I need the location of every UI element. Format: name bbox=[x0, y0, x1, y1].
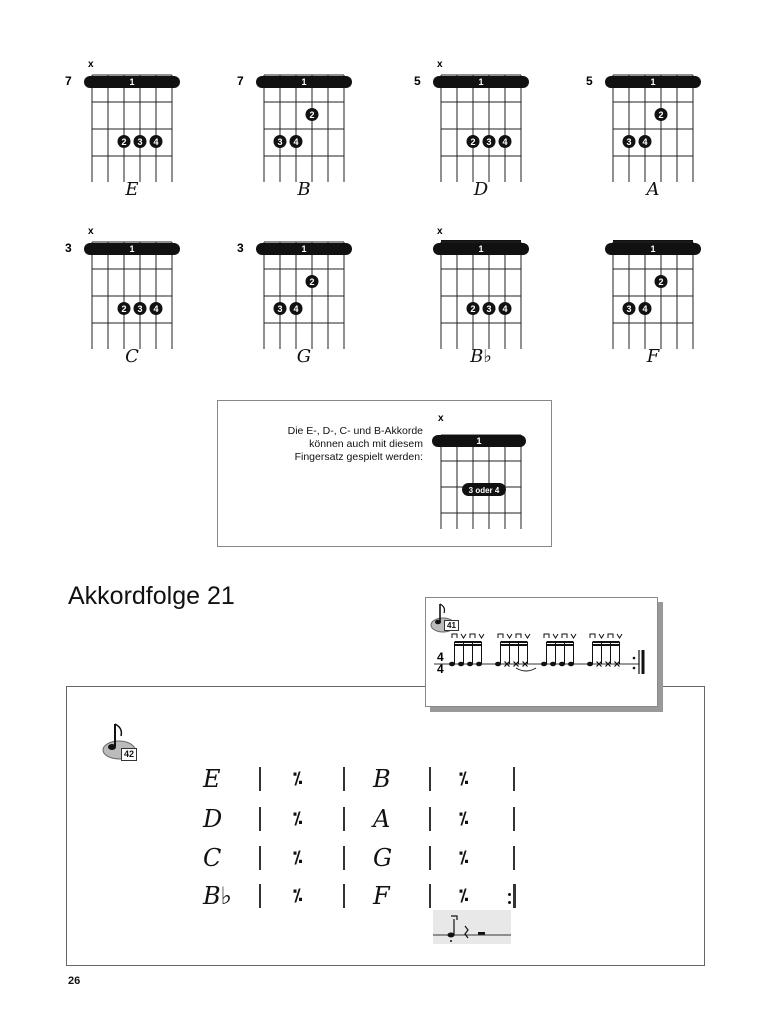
fret-number: 7 bbox=[65, 74, 72, 88]
alternate-fingering-text bbox=[218, 425, 423, 464]
chord-name: D bbox=[473, 179, 489, 200]
fret-number: 5 bbox=[586, 74, 593, 88]
bar-line bbox=[513, 767, 515, 791]
tie bbox=[516, 668, 536, 671]
chord-diagram-7 bbox=[411, 224, 531, 374]
finger-dot-label: 3 oder 4 bbox=[468, 486, 500, 495]
up-strum-mark bbox=[507, 634, 512, 638]
barre-finger-number: 1 bbox=[650, 244, 656, 254]
bar-line bbox=[429, 807, 431, 831]
chord-diagram-2 bbox=[234, 57, 354, 207]
up-strum-mark bbox=[525, 634, 530, 638]
fret-number: 3 bbox=[65, 241, 72, 255]
finger-number: 2 bbox=[121, 137, 127, 147]
section-title: Akkordfolge 21 bbox=[68, 582, 235, 610]
repeat-measure-sign: ⁒ bbox=[459, 886, 469, 906]
finger-number: 4 bbox=[642, 304, 648, 314]
chord-diagram-4 bbox=[583, 57, 703, 207]
finger-number: 3 bbox=[486, 304, 492, 314]
repeat-measure-sign: ⁒ bbox=[293, 769, 303, 789]
bar-line bbox=[259, 767, 261, 791]
alternate-fingering-box bbox=[217, 400, 552, 547]
fret-number: 7 bbox=[237, 74, 244, 88]
down-strum-mark bbox=[562, 634, 567, 638]
finger-number: 2 bbox=[470, 304, 476, 314]
bar-line bbox=[429, 846, 431, 870]
ending-rhythm-notation bbox=[433, 910, 511, 944]
bar-line bbox=[343, 846, 345, 870]
bar-line bbox=[259, 846, 261, 870]
fret-number: 3 bbox=[237, 241, 244, 255]
bar-line bbox=[429, 767, 431, 791]
time-sig-bottom: 4 bbox=[437, 662, 444, 676]
chord-name: E bbox=[125, 179, 139, 200]
strumming-pattern-box bbox=[425, 597, 658, 707]
up-strum-mark bbox=[571, 634, 576, 638]
down-strum-mark bbox=[516, 634, 521, 638]
rhythm-cd-number: 41 bbox=[444, 620, 459, 631]
barre-finger-number: 1 bbox=[476, 436, 482, 446]
muted-string-mark: x bbox=[88, 226, 94, 237]
chord-progression-box bbox=[66, 686, 705, 966]
chord-grid bbox=[234, 224, 354, 349]
info-text-line-1: Die E-, D-, C- und B-Akkorde bbox=[287, 425, 423, 437]
progression-chord: D bbox=[203, 805, 223, 833]
chord-name: A bbox=[646, 179, 660, 200]
repeat-measure-sign: ⁒ bbox=[459, 809, 469, 829]
chord-grid bbox=[234, 57, 354, 182]
chord-diagram-5 bbox=[62, 224, 182, 374]
bar-line bbox=[513, 846, 515, 870]
strumming-notation bbox=[434, 630, 652, 680]
bar-line bbox=[343, 807, 345, 831]
progression-chord: A bbox=[373, 805, 391, 833]
up-strum-mark bbox=[461, 634, 466, 638]
down-strum-mark bbox=[498, 634, 503, 638]
muted-string-mark: x bbox=[437, 226, 443, 237]
barre-finger-number: 1 bbox=[301, 77, 307, 87]
chord-diagram-1 bbox=[62, 57, 182, 207]
finger-number: 3 bbox=[486, 137, 492, 147]
finger-number: 4 bbox=[153, 304, 159, 314]
fret-number: 5 bbox=[414, 74, 421, 88]
finger-number: 4 bbox=[502, 304, 508, 314]
page-number: 26 bbox=[68, 975, 81, 987]
repeat-measure-sign: ⁒ bbox=[293, 886, 303, 906]
finger-number: 3 bbox=[626, 304, 632, 314]
progression-chord: G bbox=[373, 844, 393, 872]
finger-number: 3 bbox=[137, 137, 143, 147]
finger-number: 2 bbox=[658, 277, 664, 287]
bar-line bbox=[259, 807, 261, 831]
up-strum-mark bbox=[599, 634, 604, 638]
down-strum-mark bbox=[608, 634, 613, 638]
time-sig-top: 4 bbox=[437, 650, 444, 664]
info-text-line-3: Fingersatz gespielt werden: bbox=[294, 451, 423, 463]
muted-string-mark: x bbox=[88, 59, 94, 70]
finger-number: 3 bbox=[277, 304, 283, 314]
chord-grid bbox=[411, 224, 531, 349]
chord-diagram-8 bbox=[583, 224, 703, 374]
finger-number: 2 bbox=[658, 110, 664, 120]
progression-chord: F bbox=[373, 882, 390, 910]
chord-diagram-6 bbox=[234, 224, 354, 374]
finger-number: 4 bbox=[642, 137, 648, 147]
down-strum-mark bbox=[452, 634, 457, 638]
bar-line bbox=[343, 767, 345, 791]
finger-number: 2 bbox=[309, 277, 315, 287]
cd-track-number: 42 bbox=[121, 748, 137, 761]
chord-name: B♭ bbox=[470, 346, 492, 367]
finger-number: 4 bbox=[293, 304, 299, 314]
progression-chord: B♭ bbox=[203, 882, 232, 910]
finger-number: 4 bbox=[153, 137, 159, 147]
chord-diagram-3 bbox=[411, 57, 531, 207]
barre-finger-number: 1 bbox=[478, 77, 484, 87]
info-text-line-2: können auch mit diesem bbox=[309, 438, 423, 450]
bar-line bbox=[259, 884, 261, 908]
barre-finger-number: 1 bbox=[301, 244, 307, 254]
repeat-measure-sign: ⁒ bbox=[293, 809, 303, 829]
barre-finger-number: 1 bbox=[478, 244, 484, 254]
progression-chord: E bbox=[203, 765, 221, 793]
muted-string-mark: x bbox=[437, 59, 443, 70]
chord-grid bbox=[583, 57, 703, 182]
chord-grid bbox=[411, 57, 531, 182]
alternate-fingering-diagram bbox=[428, 409, 533, 541]
barre-finger-number: 1 bbox=[650, 77, 656, 87]
finger-number: 2 bbox=[121, 304, 127, 314]
bar-line bbox=[343, 884, 345, 908]
repeat-measure-sign: ⁒ bbox=[293, 848, 303, 868]
chord-name: C bbox=[125, 346, 139, 367]
repeat-dot bbox=[508, 893, 511, 896]
finger-number: 2 bbox=[470, 137, 476, 147]
finger-number: 3 bbox=[626, 137, 632, 147]
chord-grid bbox=[62, 224, 182, 349]
up-strum-mark bbox=[479, 634, 484, 638]
repeat-measure-sign: ⁒ bbox=[459, 848, 469, 868]
finger-number: 2 bbox=[309, 110, 315, 120]
bar-line bbox=[513, 807, 515, 831]
bar-line bbox=[429, 884, 431, 908]
down-strum-mark bbox=[470, 634, 475, 638]
chord-name: F bbox=[646, 346, 660, 367]
repeat-dot bbox=[508, 901, 511, 904]
repeat-measure-sign: ⁒ bbox=[459, 769, 469, 789]
barre-finger-number: 1 bbox=[129, 244, 135, 254]
down-strum-mark bbox=[544, 634, 549, 638]
barre-finger-number: 1 bbox=[129, 77, 135, 87]
up-strum-mark bbox=[553, 634, 558, 638]
cd-track-badge bbox=[101, 720, 145, 765]
finger-number: 4 bbox=[293, 137, 299, 147]
progression-chord: C bbox=[203, 844, 222, 872]
finger-number: 3 bbox=[277, 137, 283, 147]
finger-number: 4 bbox=[502, 137, 508, 147]
chord-name: B bbox=[297, 179, 311, 200]
bar-line bbox=[513, 884, 516, 908]
down-strum-mark bbox=[590, 634, 595, 638]
chord-grid bbox=[62, 57, 182, 182]
up-strum-mark bbox=[617, 634, 622, 638]
muted-string-mark: x bbox=[438, 413, 444, 424]
progression-chord: B bbox=[373, 765, 391, 793]
finger-number: 3 bbox=[137, 304, 143, 314]
chord-name: G bbox=[296, 346, 312, 367]
chord-grid bbox=[583, 224, 703, 349]
